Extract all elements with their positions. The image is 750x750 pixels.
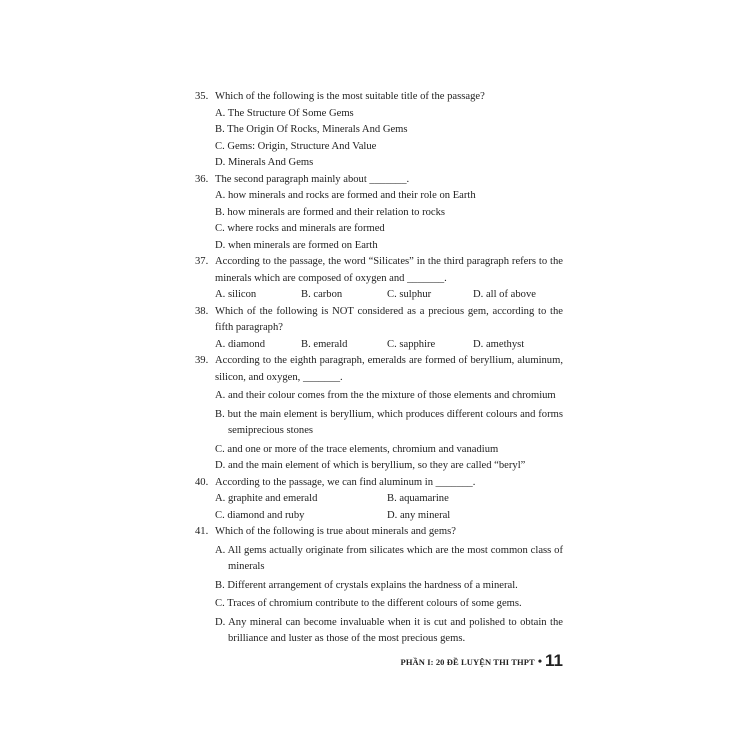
question-text: According to the passage, the word “Silicates” in the third paragraph refers to the minerals which are composed of oxygen and _______.: [215, 256, 563, 284]
option-a: A. All gems actually originate from silicates which are the most common class of minerals: [215, 544, 563, 572]
question-text: Which of the following is NOT considered as a precious gem, according to the fifth paragraph?: [215, 305, 563, 333]
question-number: 37.: [195, 256, 209, 267]
option-b: B. Different arrangement of crystals explains the hardness of a mineral.: [215, 579, 518, 591]
option-c: C. where rocks and minerals are formed: [215, 223, 385, 234]
question-36: [195, 172, 563, 255]
option-b: B. carbon: [301, 289, 343, 300]
option-grid: [195, 491, 563, 524]
option-row: [195, 287, 563, 304]
question-number: 36.: [195, 173, 209, 185]
question-list: [195, 89, 563, 648]
page-number: 11: [545, 651, 563, 670]
option-d: D. Minerals And Gems: [215, 157, 314, 168]
question-number: 41.: [195, 526, 209, 537]
option-c: C. sapphire: [387, 338, 436, 350]
question-number: 39.: [195, 355, 209, 366]
question-37: [195, 254, 563, 304]
question-text: The second paragraph mainly about _______.: [215, 173, 410, 185]
option-d: D. all of above: [473, 289, 536, 300]
question-39: [195, 353, 563, 475]
option-b: B. aquamarine: [387, 493, 449, 504]
option-b: B. emerald: [301, 338, 348, 350]
question-text: According to the eighth paragraph, emeralds are formed of beryllium, aluminum, silicon, and oxygen, _______.: [215, 355, 563, 383]
option-a: A. The Structure Of Some Gems: [215, 107, 354, 119]
option-c: C. Traces of chromium contribute to the different colours of some gems.: [215, 598, 522, 609]
question-text: Which of the following is the most suitable title of the passage?: [215, 91, 485, 102]
option-a: A. and their colour comes from the the mixture of those elements and chromium: [215, 390, 556, 401]
option-c: C. diamond and ruby: [215, 509, 305, 521]
question-35: [195, 89, 563, 172]
footer-bullet: •: [537, 654, 543, 668]
option-c: C. Gems: Origin, Structure And Value: [215, 140, 377, 152]
option-d: D. Any mineral can become invaluable when it is cut and polished to obtain the brilliance and luster as those of the most precious gems.: [215, 616, 563, 644]
question-40: [195, 475, 563, 525]
question-text: Which of the following is true about minerals and gems?: [215, 526, 456, 537]
question-number: 38.: [195, 305, 209, 317]
option-b: B. how minerals are formed and their relation to rocks: [215, 206, 446, 218]
page-footer: [300, 651, 563, 672]
question-number: 40.: [195, 476, 209, 488]
option-c: C. sulphur: [387, 289, 432, 300]
question-number: 35.: [195, 91, 209, 102]
option-a: A. how minerals and rocks are formed and their role on Earth: [215, 190, 476, 201]
option-a: A. diamond: [215, 338, 266, 350]
option-a: A. graphite and emerald: [215, 493, 318, 504]
question-text: According to the passage, we can find aluminum in _______.: [215, 476, 476, 488]
option-b: B. but the main element is beryllium, which produces different colours and forms semiprecious stones: [215, 408, 563, 436]
footer-section-title: PHẦN I: 20 ĐỀ LUYỆN THI THPT: [400, 657, 535, 667]
question-38: [195, 304, 563, 354]
option-d: D. and the main element of which is beryllium, so they are called “beryl”: [215, 460, 526, 471]
option-d: D. when minerals are formed on Earth: [215, 239, 378, 251]
option-row: [195, 337, 563, 354]
question-41: [195, 524, 563, 648]
option-d: D. amethyst: [473, 338, 525, 350]
option-d: D. any mineral: [387, 509, 451, 521]
option-a: A. silicon: [215, 289, 257, 300]
option-c: C. and one or more of the trace elements, chromium and vanadium: [215, 443, 499, 455]
option-b: B. The Origin Of Rocks, Minerals And Gems: [215, 124, 408, 135]
